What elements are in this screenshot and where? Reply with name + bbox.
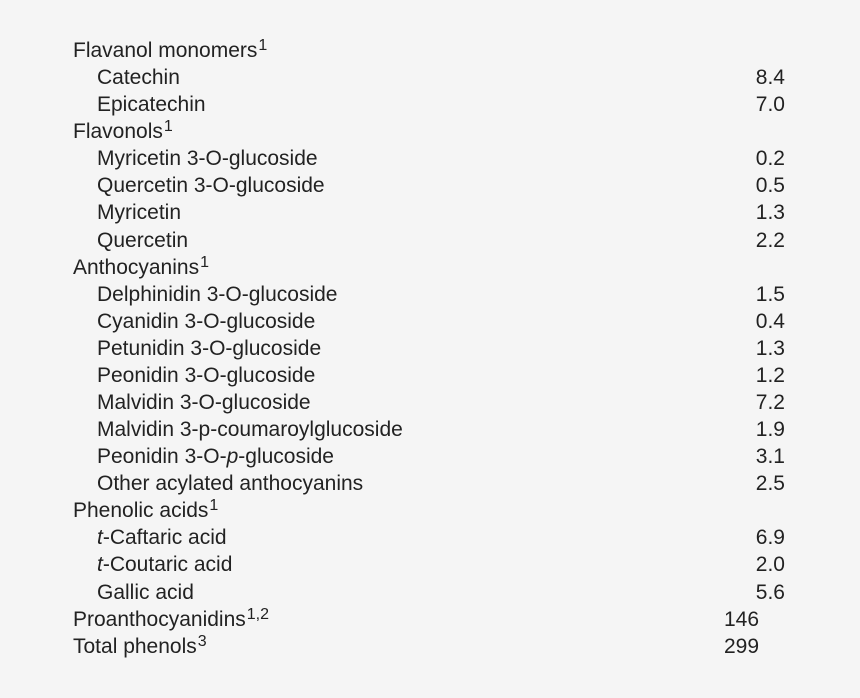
- compound-label: [97, 308, 315, 335]
- total-row: [0, 606, 860, 633]
- compound-label: [97, 389, 311, 416]
- compound-label: [97, 579, 194, 606]
- table-row: [0, 64, 860, 91]
- label-italic: p: [226, 445, 239, 469]
- value-cell: 8.4: [755, 66, 785, 90]
- compound-label: [97, 470, 363, 497]
- label-text: Catechin: [97, 66, 180, 90]
- value-cell: 1.5: [755, 282, 785, 306]
- compound-label: [97, 281, 337, 308]
- total-row: [0, 633, 860, 660]
- value-cell: 5.6: [755, 580, 785, 604]
- label-suffix: -Caftaric acid: [102, 526, 227, 550]
- value-cell: 7.0: [755, 93, 785, 117]
- value-cell: 1.3: [755, 201, 785, 225]
- table-row: [0, 470, 860, 497]
- label-text: Myricetin: [97, 201, 182, 225]
- value-cell: 0.4: [755, 309, 785, 333]
- compound-label: [97, 524, 227, 551]
- value-cell: 2.2: [755, 228, 785, 252]
- compound-label: [97, 443, 334, 470]
- value-cell: 1.9: [755, 418, 785, 442]
- compound-label: [73, 633, 207, 662]
- compound-label: [97, 199, 181, 226]
- group-label: [73, 497, 218, 526]
- label-text: Quercetin 3-O-glucoside: [97, 174, 325, 198]
- value-cell: 2.5: [755, 472, 785, 496]
- compound-label: [97, 335, 321, 362]
- compound-label: [97, 91, 206, 118]
- table-row: [0, 145, 860, 172]
- phenolics-table: [0, 37, 860, 660]
- footnote-marker: 1: [163, 118, 173, 136]
- label-text: Delphinidin 3-O-glucoside: [97, 282, 338, 306]
- value-cell: 0.2: [755, 147, 785, 171]
- label-text: Phenolic acids: [73, 499, 209, 523]
- label-text: Anthocyanins: [73, 255, 200, 279]
- label-suffix: -glucoside: [238, 445, 334, 469]
- table-row: [0, 524, 860, 551]
- value-cell: 1.3: [755, 336, 785, 360]
- footnote-marker: 1: [209, 497, 219, 515]
- value-cell: 6.9: [755, 526, 785, 550]
- group-header-row: [0, 37, 860, 64]
- label-text: Proanthocyanidins: [73, 607, 246, 631]
- table-row: [0, 281, 860, 308]
- value-cell: 7.2: [755, 391, 785, 415]
- label-text: Flavanol monomers: [73, 39, 258, 62]
- value-cell: 299: [724, 634, 760, 658]
- label-text: Quercetin: [97, 228, 189, 252]
- table-row: [0, 172, 860, 199]
- compound-label: [97, 227, 188, 254]
- compound-label: [97, 64, 180, 91]
- table-row: [0, 91, 860, 118]
- label-italic: t: [97, 526, 103, 550]
- label-text: Gallic acid: [97, 580, 194, 604]
- footnote-marker: 1: [258, 37, 268, 54]
- footnote-marker: 1: [200, 253, 209, 271]
- label-text: Myricetin 3-O-glucoside: [97, 147, 318, 171]
- table-row: [0, 335, 860, 362]
- label-suffix: -Coutaric acid: [102, 553, 233, 577]
- footnote-marker: 3: [197, 632, 207, 650]
- table-row: [0, 199, 860, 226]
- group-header-row: [0, 497, 860, 524]
- group-header-row: [0, 254, 860, 281]
- group-label: [73, 118, 173, 147]
- table-row: [0, 362, 860, 389]
- table-row: [0, 389, 860, 416]
- value-cell: 3.1: [755, 445, 785, 469]
- value-cell: 1.2: [755, 363, 785, 387]
- label-text: Peonidin 3-O-: [97, 445, 227, 469]
- compound-label: [97, 145, 318, 172]
- value-cell: 146: [724, 607, 760, 631]
- compound-label: [73, 606, 269, 635]
- table-row: [0, 416, 860, 443]
- compound-label: [97, 362, 315, 389]
- compound-label: [97, 416, 403, 443]
- group-header-row: [0, 118, 860, 145]
- compound-label: [97, 551, 232, 578]
- table-row: [0, 308, 860, 335]
- label-text: Peonidin 3-O-glucoside: [97, 363, 316, 387]
- label-text: Other acylated anthocyanins: [97, 472, 364, 496]
- footnote-marker: 1,2: [246, 605, 270, 623]
- value-cell: 2.0: [755, 553, 785, 577]
- label-text: Flavonols: [73, 120, 163, 144]
- label-text: Petunidin 3-O-glucoside: [97, 336, 322, 360]
- table-row: [0, 443, 860, 470]
- label-text: Cyanidin 3-O-glucoside: [97, 309, 316, 333]
- label-italic: t: [97, 553, 103, 577]
- value-cell: 0.5: [755, 174, 785, 198]
- table-row: [0, 227, 860, 254]
- label-text: Total phenols: [73, 634, 197, 658]
- group-label: [73, 37, 267, 66]
- label-text: Malvidin 3-O-glucoside: [97, 391, 311, 415]
- compound-label: [97, 172, 325, 199]
- table-row: [0, 551, 860, 578]
- label-text: Malvidin 3-p-coumaroylglucoside: [97, 418, 403, 442]
- group-label: [73, 254, 209, 283]
- table-row: [0, 579, 860, 606]
- label-text: Epicatechin: [97, 93, 206, 117]
